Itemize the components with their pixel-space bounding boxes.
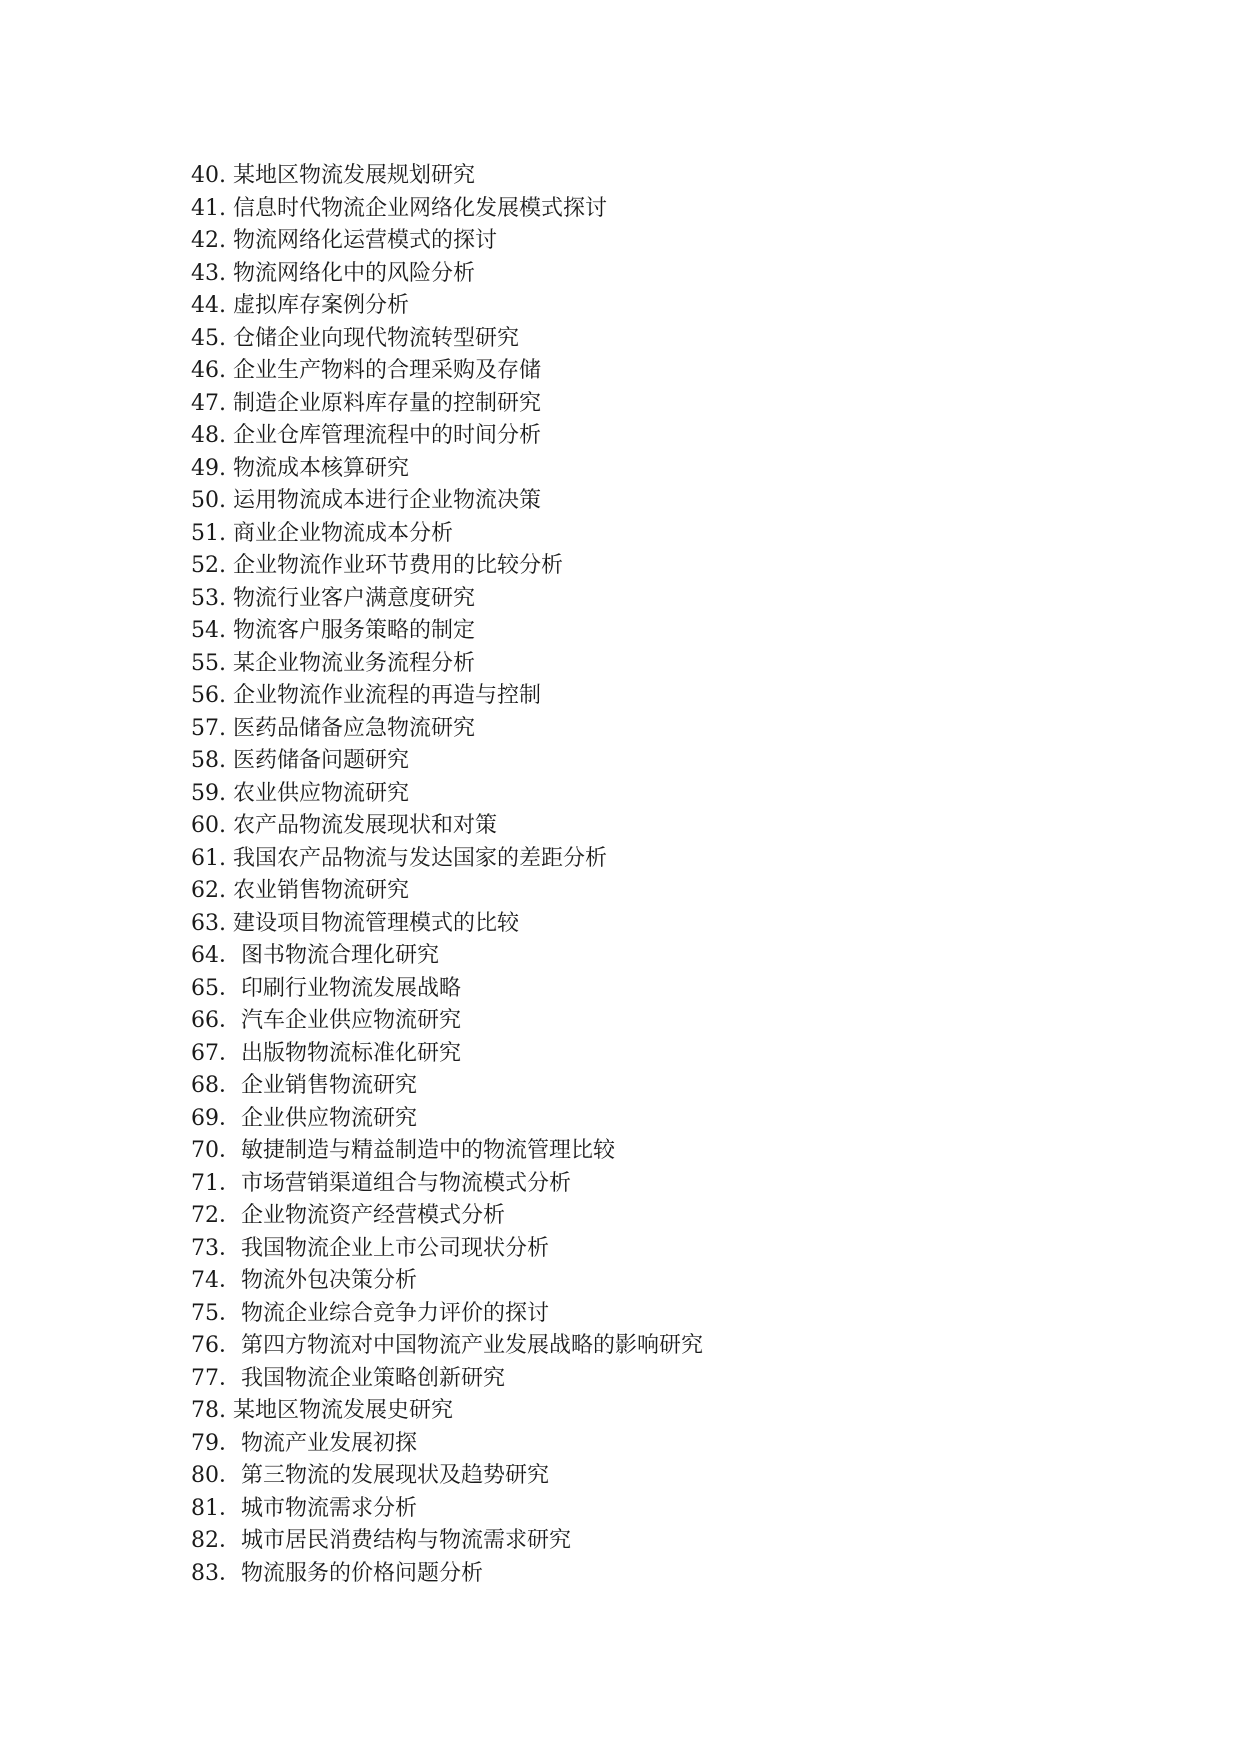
topic-item: 72．企业物流资产经营模式分析 bbox=[191, 1203, 505, 1228]
topic-item: 62. 农业销售物流研究 bbox=[191, 878, 409, 903]
topic-item: 60. 农产品物流发展现状和对策 bbox=[191, 813, 497, 838]
topic-item: 43. 物流网络化中的风险分析 bbox=[191, 260, 475, 286]
topic-item: 63. 建设项目物流管理模式的比较 bbox=[191, 910, 519, 936]
topic-item: 44. 虚拟库存案例分析 bbox=[191, 293, 409, 318]
topic-item: 64．图书物流合理化研究 bbox=[191, 943, 439, 968]
topic-item: 78. 某地区物流发展史研究 bbox=[191, 1398, 453, 1423]
topic-item: 58. 医药储备问题研究 bbox=[191, 748, 409, 773]
topic-item: 67．出版物物流标准化研究 bbox=[191, 1040, 461, 1066]
topic-item: 51. 商业企业物流成本分析 bbox=[191, 520, 453, 546]
topic-item: 61. 我国农产品物流与发达国家的差距分析 bbox=[191, 845, 607, 871]
topic-item: 47. 制造企业原料库存量的控制研究 bbox=[191, 390, 541, 416]
topic-item: 71．市场营销渠道组合与物流模式分析 bbox=[191, 1170, 571, 1196]
topic-item: 66．汽车企业供应物流研究 bbox=[191, 1008, 461, 1033]
topic-item: 81．城市物流需求分析 bbox=[191, 1495, 417, 1521]
topic-item: 82．城市居民消费结构与物流需求研究 bbox=[191, 1528, 571, 1553]
topic-item: 76．第四方物流对中国物流产业发展战略的影响研究 bbox=[191, 1333, 703, 1358]
topic-item: 50. 运用物流成本进行企业物流决策 bbox=[191, 488, 541, 513]
topic-item: 53. 物流行业客户满意度研究 bbox=[191, 585, 475, 611]
topic-item: 55. 某企业物流业务流程分析 bbox=[191, 650, 475, 676]
topic-item: 41. 信息时代物流企业网络化发展模式探讨 bbox=[191, 195, 607, 221]
topic-item: 75．物流企业综合竞争力评价的探讨 bbox=[191, 1300, 549, 1326]
topic-item: 59. 农业供应物流研究 bbox=[191, 780, 409, 806]
topic-item: 68．企业销售物流研究 bbox=[191, 1073, 417, 1098]
topic-item: 40. 某地区物流发展规划研究 bbox=[191, 163, 475, 188]
topic-item: 73．我国物流企业上市公司现状分析 bbox=[191, 1235, 549, 1261]
topic-item: 83．物流服务的价格问题分析 bbox=[191, 1560, 483, 1586]
topic-list bbox=[191, 160, 703, 1590]
topic-item: 48. 企业仓库管理流程中的时间分析 bbox=[191, 423, 541, 448]
topic-item: 69．企业供应物流研究 bbox=[191, 1105, 417, 1131]
topic-item: 70．敏捷制造与精益制造中的物流管理比较 bbox=[191, 1138, 615, 1163]
topic-item: 52. 企业物流作业环节费用的比较分析 bbox=[191, 553, 563, 578]
topic-item: 46. 企业生产物料的合理采购及存储 bbox=[191, 358, 541, 383]
topic-item: 80．第三物流的发展现状及趋势研究 bbox=[191, 1463, 549, 1488]
topic-item: 65．印刷行业物流发展战略 bbox=[191, 975, 461, 1001]
topic-item: 42. 物流网络化运营模式的探讨 bbox=[191, 228, 497, 253]
topic-item: 45. 仓储企业向现代物流转型研究 bbox=[191, 325, 519, 351]
topic-item: 56. 企业物流作业流程的再造与控制 bbox=[191, 683, 541, 708]
topic-item: 77．我国物流企业策略创新研究 bbox=[191, 1365, 505, 1391]
topic-item: 74．物流外包决策分析 bbox=[191, 1268, 417, 1293]
topic-item: 79．物流产业发展初探 bbox=[191, 1430, 417, 1456]
topic-item: 49. 物流成本核算研究 bbox=[191, 455, 409, 481]
topic-item: 54. 物流客户服务策略的制定 bbox=[191, 618, 475, 643]
topic-item: 57. 医药品储备应急物流研究 bbox=[191, 715, 475, 741]
